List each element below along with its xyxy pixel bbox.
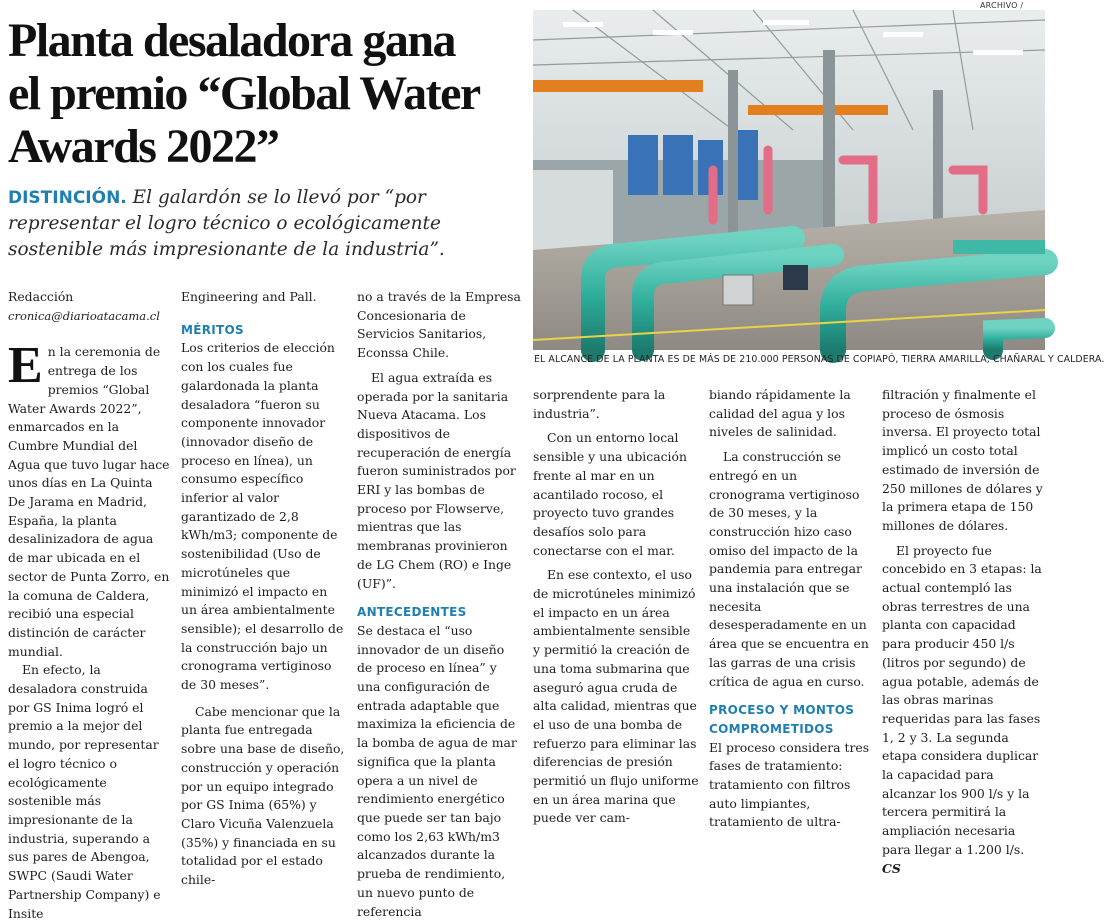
article-paragraph	[8, 337, 172, 661]
article-paragraph	[882, 542, 1046, 879]
headline-line-3: Awards 2022”	[8, 120, 279, 173]
photo-caption: EL ALCANCE DE LA PLANTA ES DE MÁS DE 210.000 PERSONAS DE COPIAPÓ, TIERRA AMARILLA, CHAÑARAL Y CALDERA.	[534, 354, 1104, 365]
end-mark: CS	[882, 860, 901, 876]
article-paragraph: Los criterios de elección con los cuales fue galardonada la planta desaladora “fueron su componente innovador (innovador diseño de proceso en línea), un consumo específico inferior al valor garantizado de 2,8 kWh/m3; componente de sostenibilidad (Uso de microtúneles que minimizó el impacto en un área ambientalmente sensible); el desarrollo de la construcción bajo un cronograma vertiginoso de 30 meses”.	[181, 340, 344, 693]
article-paragraph: Cabe mencionar que la planta fue entregada sobre una base de diseño, construcción y operación por un equipo integrado por GS Inima (65%) y Claro Vicuña Valenzuela (35%) y financiada en su totalidad por el estado chile-	[181, 703, 345, 888]
byline: Redacción	[8, 289, 74, 304]
subheading-meritos: MÉRITOS	[181, 322, 244, 337]
article-paragraph: filtración y finalmente el proceso de ósmosis inversa. El proyecto total implicó un costo total estimado de inversión de 250 millones de dólares y la primera etapa de 150 millones de dólares.	[882, 387, 1043, 533]
article-paragraph: El proceso considera tres fases de tratamiento: tratamiento con filtros auto limpiantes, tratamiento de ultra-	[709, 739, 870, 830]
headline	[8, 14, 528, 173]
subheading-proceso: PROCESO Y MONTOS COMPROMETIDOS	[709, 703, 855, 736]
article-column-6	[882, 386, 1046, 878]
author-email: cronica@diarioatacama.cl	[8, 308, 160, 323]
lead-text: El galardón se lo llevó por “por representar el logro técnico o ecológicamente sostenible más impresionante de la industria”.	[8, 187, 445, 260]
plant-photo-illustration	[533, 10, 1045, 350]
headline-line-2: el premio “Global Water	[8, 67, 480, 120]
article-paragraph: biando rápidamente la calidad del agua y los niveles de salinidad.	[709, 387, 851, 440]
article-paragraph: En ese contexto, el uso de microtúneles minimizó el impacto en un área ambientalmente sensible y permitió la creación de una toma submarina que aseguró agua cruda de alta calidad, mientras que el uso de una bomba de refuerzo para eliminar las diferencias de presión permitió un flujo uniforme en un área marina que puede ver cam-	[533, 567, 699, 826]
plant-photo	[533, 10, 1045, 350]
article-paragraph: Con un entorno local sensible y una ubicación frente al mar en un acantilado rocoso, el proyecto tuvo grandes desafíos solo para conectarse con el mar.	[533, 430, 687, 558]
paragraph-text: El proyecto fue concebido en 3 etapas: la actual contempló las obras terrestres de una planta con capacidad para producir 450 l/s (litros por segundo) de agua potable, además de las obras marinas requeridas para las fases 1, 2 y 3. La segunda etapa considera duplicar la capacidad para alcanzar los 900 l/s y la tercera permitirá la ampliación necesaria para llegar a 1.200 l/s.	[882, 542, 1042, 857]
article-paragraph: Se destaca el “uso innovador de un diseño de proceso en línea” y una configuración de entrada adaptable que maximiza la eficiencia de la bomba de agua de mar significa que la planta opera a un nivel de rendimiento energético que puede ser tan bajo como los 2,63 kWh/m3 alcanzados durante la prueba de rendimiento, un nuevo punto de referencia	[357, 622, 517, 919]
article-column-5	[709, 386, 873, 832]
paragraph-text: n la ceremonia de entrega de los premios “Global Water Awards 2022”, enmarcados en la Cumbre Mundial del Agua que tuvo lugar hace unos días en La Quinta De Jarama en Madrid, España, la planta desalinizadora de agua de mar ubicada en el sector de Punta Zorro, en la comuna de Caldera, recibió una especial distinción de carácter mundial.	[8, 344, 170, 659]
article-paragraph: El agua extraída es operada por la sanitaria Nueva Atacama. Los dispositivos de recuperación de energía fueron suministrados por ERI y las bombas de proceso por Flowserve, mientras que las membranas provinieron de LG Chem (RO) e Inge (UF)”.	[357, 369, 516, 591]
article-paragraph: no a través de la Empresa Concesionaria de Servicios Sanitarios, Econssa Chile.	[357, 289, 521, 361]
lead-kicker: DISTINCIÓN.	[8, 188, 127, 208]
photo-credit: ARCHIVO /	[980, 1, 1024, 10]
article-column-2	[181, 288, 347, 890]
article-column-1	[8, 288, 172, 923]
article-paragraph: sorprendente para la industria”.	[533, 387, 666, 421]
article-paragraph: En efecto, la desaladora construida por GS Inima logró el premio a la mejor del mundo, por representar el logro técnico o ecológicamente sostenible más impresionante de la industria, superando a sus pares de Abengoa, SWPC (Saudi Water Partnership Company) e Insite	[8, 662, 161, 921]
lead-paragraph	[8, 185, 526, 263]
drop-cap: E	[8, 337, 43, 395]
headline-line-1: Planta desaladora gana	[8, 14, 456, 67]
article-paragraph: La construcción se entregó en un cronograma vertiginoso de 30 meses, y la construcción hizo caso omiso del impacto de la pandemia para entregar una instalación que se necesita desesperadamente en un área que se encuentra en las garras de una crisis crítica de agua en curso.	[709, 449, 869, 689]
article-column-3	[357, 288, 523, 921]
article-column-4	[533, 386, 699, 828]
article-paragraph: Engineering and Pall.	[181, 289, 317, 304]
subheading-antecedentes: ANTECEDENTES	[357, 605, 467, 620]
